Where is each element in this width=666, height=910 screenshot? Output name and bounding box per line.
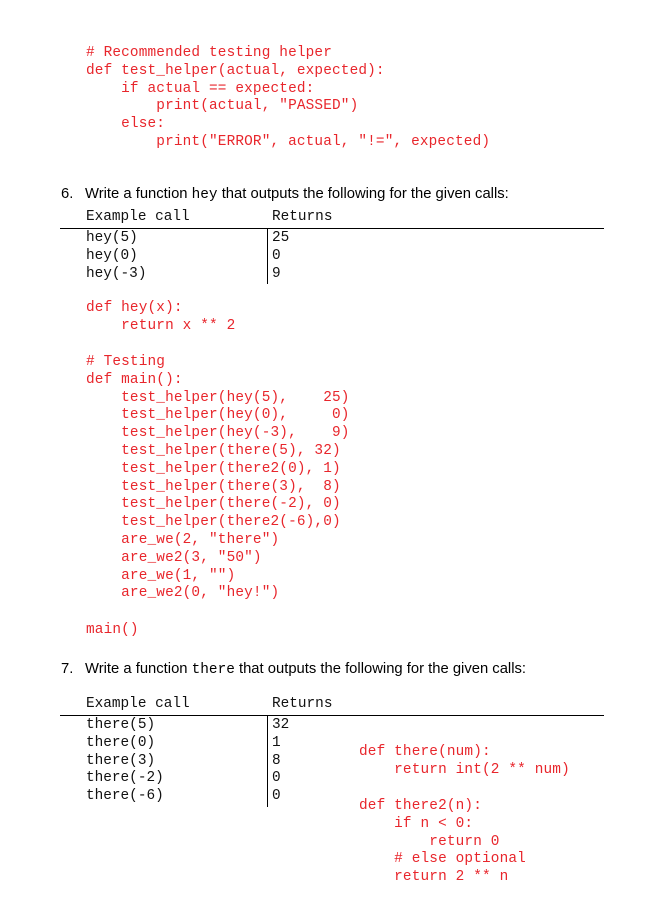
question-7-text-after: that outputs the following for the given calls:: [234, 661, 527, 677]
q6-solution-code: def hey(x): return x ** 2: [86, 300, 236, 334]
question-7-text-before: Write a function: [85, 661, 192, 677]
q7-returns-column: 32 1 8 0 0: [272, 717, 290, 805]
question-7-number: 7.: [61, 661, 74, 677]
q7-calls-column: there(5) there(0) there(3) there(-2) there(-6): [86, 717, 164, 805]
q6-table-header-rule: [60, 228, 604, 229]
q6-testing-code: # Testing def main(): test_helper(hey(5), 25) test_helper(hey(0), 0) test_helper(hey(-3), 9) test_helper(there(5), 32) test_helper(there2(0), 1) test_helper(there(3), 8) test_helper(there(-2), 0) test_helper(there2(-6),0) are_we(2, "there") are_we2(3, "50") are_we(1, "") are_we2(0, "hey!"): [86, 354, 350, 602]
testing-helper-code: # Recommended testing helper def test_helper(actual, expected): if actual == expected: print(actual, "PASSED") else: print("ERROR", actual, "!=", expected): [86, 45, 491, 150]
question-6-text-after: that outputs the following for the given calls:: [217, 186, 509, 202]
q7-table-column-divider: [267, 715, 268, 807]
q6-main-call: main(): [86, 622, 139, 638]
q6-header-example-call: Example call: [86, 209, 190, 225]
q6-returns-column: 25 0 9: [272, 230, 290, 282]
question-6-function-name: hey: [191, 187, 218, 203]
q6-table-column-divider: [267, 228, 268, 284]
q7-header-returns: Returns: [272, 696, 333, 712]
q7-solution-there: def there(num): return int(2 ** num): [359, 744, 570, 778]
question-6-number: 6.: [61, 186, 74, 202]
question-6-prompt: [61, 186, 509, 203]
question-6-text-before: Write a function: [85, 186, 192, 202]
q7-table-header-rule: [60, 715, 604, 716]
question-7-function-name: there: [191, 662, 235, 678]
q6-calls-column: hey(5) hey(0) hey(-3): [86, 230, 147, 282]
q7-header-example-call: Example call: [86, 696, 190, 712]
question-7-prompt: [61, 661, 526, 678]
q6-header-returns: Returns: [272, 209, 333, 225]
q7-solution-there2: def there2(n): if n < 0: return 0 # else optional return 2 ** n: [359, 798, 526, 886]
